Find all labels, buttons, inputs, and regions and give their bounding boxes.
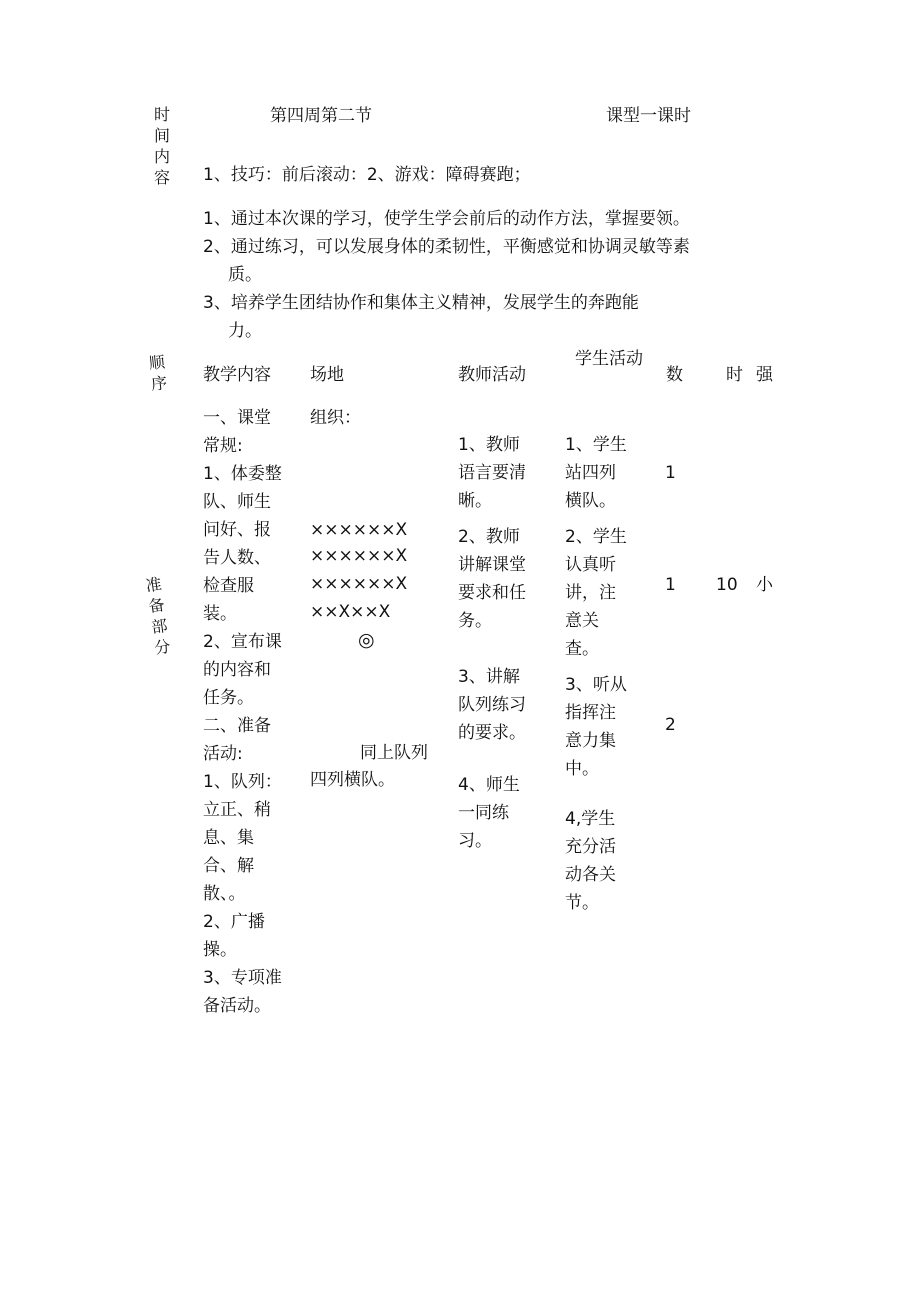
objective-line: 质。 [228, 265, 262, 285]
student-line: 站四列 [565, 463, 616, 483]
student-line: 充分活 [565, 837, 616, 857]
teacher-line: 1、教师 [458, 435, 520, 455]
content-line: 活动: [203, 744, 243, 764]
count-value: 1 [665, 463, 676, 483]
time-value: 10 [716, 575, 738, 595]
content-column [203, 404, 282, 1020]
teacher-line: 2、教师 [458, 527, 520, 547]
formation-row: ××××××X [310, 546, 408, 566]
teacher-column [458, 431, 526, 855]
formation-row: ××××××X [310, 520, 408, 540]
venue-organization: 组织： [310, 408, 361, 428]
teacher-position-mark: ◎ [358, 629, 375, 651]
student-line: 意关 [565, 611, 599, 631]
formation-row: ××X××X [310, 602, 391, 622]
student-line: 查。 [565, 639, 599, 659]
content-line: 操。 [203, 940, 237, 960]
lesson-type: 课型一课时 [606, 106, 691, 126]
venue-four-rows: 四列横队。 [310, 770, 395, 790]
time-content-label: 时间内容 [153, 105, 170, 187]
teacher-line: 语言要清 [458, 463, 526, 483]
header-content: 教学内容 [203, 365, 271, 385]
formation-row: ××××××X [310, 574, 408, 594]
teacher-line: 一同练 [458, 803, 509, 823]
student-line: 指挥注 [565, 703, 616, 723]
header-time: 时 [726, 365, 743, 385]
content-line: 常规: [203, 436, 243, 456]
header-intensity: 强 [756, 365, 773, 385]
content-line: 1、体委整 [203, 464, 282, 484]
content-line: 息、集 [203, 828, 254, 848]
teacher-line: 讲解课堂 [458, 555, 526, 575]
objective-line: 力。 [228, 321, 262, 341]
teacher-line: 务。 [458, 611, 492, 631]
content-line: 2、广播 [203, 912, 265, 932]
content-line: 二、准备 [203, 716, 271, 736]
content-line: 的内容和 [203, 660, 271, 680]
student-line: 4,学生 [565, 809, 616, 829]
student-line: 意力集 [565, 731, 616, 751]
content-line: 检查服 [203, 576, 254, 596]
lesson-content: 1、技巧：前后滚动：2、游戏：障碍赛跑； [203, 165, 531, 185]
header-venue: 场地 [310, 365, 344, 385]
order-label: 顺序 [147, 352, 169, 394]
student-line: 3、听从 [565, 675, 627, 695]
teacher-line: 的要求。 [458, 723, 526, 743]
content-line: 一、课堂 [203, 408, 271, 428]
count-value: 1 [665, 575, 676, 595]
content-line: 1、队列： [203, 772, 282, 792]
content-line: 3、专项准 [203, 968, 282, 988]
header-student: 学生活动 [575, 349, 643, 369]
week-lesson: 第四周第二节 [270, 106, 372, 126]
header-count: 数 [666, 365, 683, 385]
student-line: 横队。 [565, 491, 616, 511]
objective-line: 3、培养学生团结协作和集体主义精神，发展学生的奔跑能 [203, 293, 639, 313]
objective-line: 1、通过本次课的学习，使学生学会前后的动作方法，掌握要领。 [203, 209, 690, 229]
teacher-line: 晰。 [458, 491, 492, 511]
content-line: 告人数、 [203, 548, 271, 568]
header-teacher: 教师活动 [458, 365, 526, 385]
content-line: 合、解 [203, 856, 254, 876]
student-line: 1、学生 [565, 435, 627, 455]
section-label: 准备部分 [144, 574, 172, 658]
venue-same-as-above: 同上队列 [360, 743, 428, 763]
content-line: 任务。 [203, 688, 254, 708]
content-line: 散、。 [203, 884, 246, 904]
content-line: 立正、稍 [203, 800, 271, 820]
teacher-line: 队列练习 [458, 695, 526, 715]
student-line: 节。 [565, 893, 599, 913]
intensity-value: 小 [756, 575, 773, 595]
teacher-line: 4、师生 [458, 775, 520, 795]
teacher-line: 习。 [458, 831, 492, 851]
teacher-line: 要求和任 [458, 583, 526, 603]
teacher-line: 3、讲解 [458, 667, 520, 687]
student-line: 中。 [565, 759, 599, 779]
content-line: 备活动。 [203, 996, 271, 1016]
count-value: 2 [665, 715, 676, 735]
student-line: 讲，注 [565, 583, 616, 603]
student-column [565, 431, 627, 917]
student-line: 动各关 [565, 865, 616, 885]
content-line: 问好、报 [203, 520, 271, 540]
content-line: 装。 [203, 604, 237, 624]
student-line: 认真听 [565, 555, 616, 575]
objective-line: 2、通过练习，可以发展身体的柔韧性，平衡感觉和协调灵敏等素 [203, 237, 690, 257]
content-line: 队、师生 [203, 492, 271, 512]
student-line: 2、学生 [565, 527, 627, 547]
content-line: 2、宣布课 [203, 632, 282, 652]
